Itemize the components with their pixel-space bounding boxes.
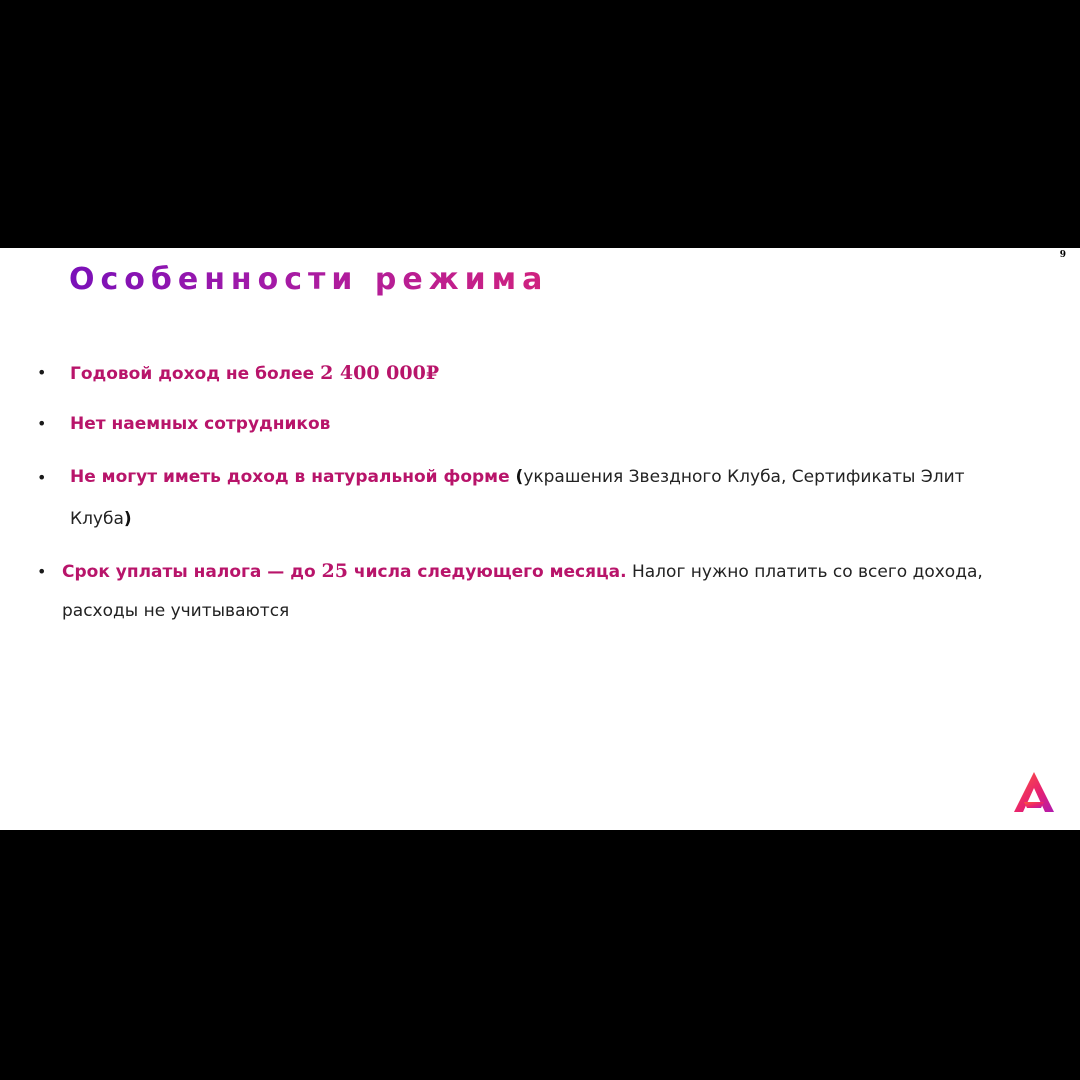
bullet-plain-text: расходы не учитываются <box>62 601 290 621</box>
page-number: 9 <box>1059 250 1066 260</box>
bullet-line-continuation <box>70 508 132 530</box>
bullet-text: Годовой доход не более <box>70 364 321 384</box>
paren-open: ( <box>515 467 524 487</box>
letterbox-top <box>0 0 1080 248</box>
bullet-line <box>70 413 330 435</box>
bullet-text: Срок уплаты налога — до <box>62 562 322 582</box>
bullet-text: Не могут иметь доход в натуральной форме <box>70 467 516 487</box>
bullet-text: числа следующего месяца. <box>348 562 627 582</box>
bullet-text: Нет наемных сотрудников <box>70 414 331 434</box>
bullet-marker: • <box>37 468 47 487</box>
bullet-line <box>70 466 965 488</box>
deadline-day-value: 25 <box>321 560 348 582</box>
bullet-marker: • <box>37 562 47 581</box>
stylized-letter-a-icon <box>1010 768 1058 816</box>
slide-title: Особенности режима <box>69 262 549 297</box>
bullet-marker: • <box>37 363 47 382</box>
bullet-line <box>70 362 439 385</box>
income-limit-value: 2 400 000₽ <box>320 362 440 384</box>
presentation-slide <box>0 248 1080 830</box>
bullet-plain-text: Клуба <box>70 509 124 529</box>
bullet-plain-text: Налог нужно платить со всего дохода, <box>626 562 983 582</box>
paren-close: ) <box>123 509 132 529</box>
letterbox-bottom <box>0 830 1080 1080</box>
bullet-plain-text: украшения Звездного Клуба, Сертификаты Элит <box>523 467 965 487</box>
bullet-line <box>62 560 983 583</box>
bullet-line-continuation <box>62 600 289 622</box>
bullet-marker: • <box>37 414 47 433</box>
